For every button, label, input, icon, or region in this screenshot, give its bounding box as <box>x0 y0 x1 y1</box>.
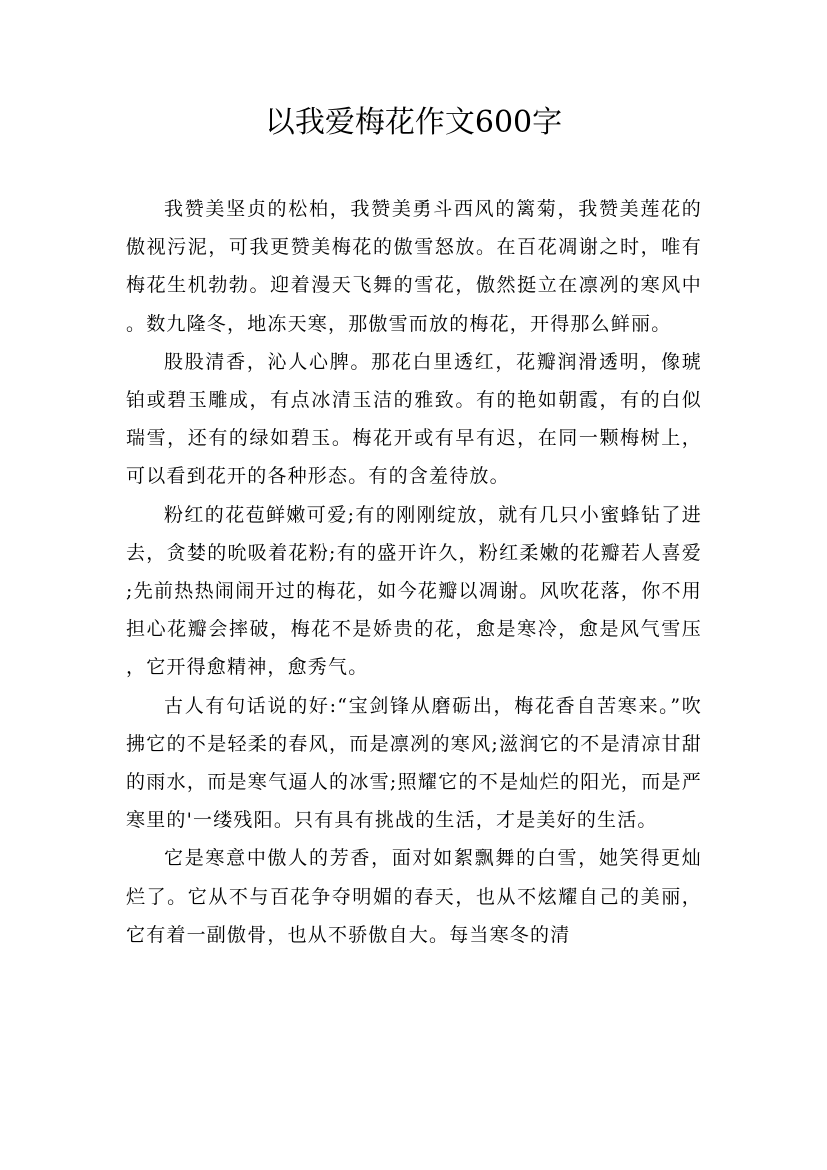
paragraph-1: 我赞美坚贞的松柏，我赞美勇斗西风的篱菊，我赞美莲花的傲视污泥，可我更赞美梅花的傲雪怒放。在百花凋谢之时，唯有梅花生机勃勃。迎着漫天飞舞的雪花，傲然挺立在凛冽的寒风中。数九隆冬，地冻天寒，那傲雪而放的梅花，开得那么鲜丽。 <box>126 198 702 335</box>
document-body <box>126 190 702 954</box>
paragraph-2: 股股清香，沁人心脾。那花白里透红，花瓣润滑透明，像琥铂或碧玉雕成，有点冰清玉洁的雅致。有的艳如朝霞，有的白似瑞雪，还有的绿如碧玉。梅花开或有早有迟，在同一颗梅树上，可以看到花开的各种形态。有的含羞待放。 <box>126 350 702 488</box>
paragraph-5: 它是寒意中傲人的芳香，面对如絮飘舞的白雪，她笑得更灿烂了。它从不与百花争夺明媚的春天，也从不炫耀自己的美丽，它有着一副傲骨，也从不骄傲自大。每当寒冬的清 <box>126 847 702 946</box>
paragraph-4: 古人有句话说的好:“宝剑锋从磨砺出，梅花香自苦寒来。”吹拂它的不是轻柔的春风，而是凛冽的寒风;滋润它的不是清凉甘甜的雨水，而是寒气逼人的冰雪;照耀它的不是灿烂的阳光，而是严寒里的'一缕残阳。只有具有挑战的生活，才是美好的生活。 <box>126 694 702 832</box>
paragraph-3: 粉红的花苞鲜嫩可爱;有的刚刚绽放，就有几只小蜜蜂钻了进去，贪婪的吮吸着花粉;有的盛开许久，粉红柔嫩的花瓣若人喜爱;先前热热闹闹开过的梅花，如今花瓣以凋谢。风吹花落，你不用担心花瓣会摔破，梅花不是娇贵的花，愈是寒冷，愈是风气雪压，它开得愈精神，愈秀气。 <box>126 503 702 679</box>
document-title: 以我爱梅花作文600字 <box>264 105 563 140</box>
